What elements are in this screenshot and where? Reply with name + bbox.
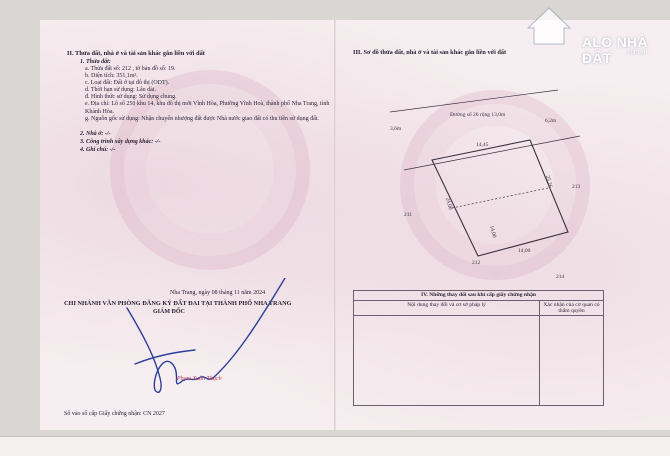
issuing-office: CHI NHÁNH VĂN PHÒNG ĐĂNG KÝ ĐẤT ĐAI TẠI THÀNH PHỐ NHA TRANG	[64, 300, 292, 307]
changes-title: IV. Những thay đổi sau khi cấp giấy chứng nhận	[354, 291, 604, 301]
signer-name: Phạm Xuân Thạch	[177, 376, 222, 382]
dim-right: 25,26	[544, 174, 554, 189]
construction-line: 3. Công trình xây dựng khác: -/-	[80, 139, 161, 145]
dim-bottom: 14,00	[518, 248, 531, 254]
road-offset-left: 3,6m	[390, 126, 402, 132]
house-icon	[524, 4, 574, 46]
area-line: b. Diện tích: 351,1m².	[85, 73, 138, 79]
certificate-sheet	[40, 20, 670, 430]
parcel-line: a. Thửa đất số: 212 , tờ bản đồ số: 19.	[85, 66, 176, 72]
certificate-number: Số vào sổ cấp Giấy chứng nhận: CN 2027	[64, 411, 165, 417]
usage-form-line: đ. Hình thức sử dụng: Sử dụng chung.	[85, 94, 177, 100]
neighbor-214: 214	[556, 274, 565, 280]
dim-mid: 14,00	[488, 224, 498, 239]
right-section-title: III. Sơ đồ thửa đất, nhà ở và tài sản khác gắn liền với đất	[353, 49, 507, 56]
column-confirm: Xác nhận của cơ quan có thẩm quyền	[540, 301, 604, 316]
land-heading: 1. Thửa đất:	[80, 59, 111, 65]
neighbor-211: 211	[404, 212, 413, 218]
road-offset-right: 6,2m	[545, 118, 557, 124]
watermark-brand: ALO NHÀ ĐẤT	[582, 34, 648, 66]
neighbor-213: 213	[572, 184, 581, 190]
house-line: 2. Nhà ở: -/-	[80, 131, 111, 137]
origin-line: g. Nguồn gốc sử dụng: Nhận chuyển nhượng đất được Nhà nước giao đất có thu tiền sử dụng đất.	[85, 116, 319, 122]
left-section-title: II. Thửa đất, nhà ở và tài sản khác gắn liền với đất	[67, 50, 205, 57]
parcel-212: 212	[472, 260, 481, 266]
changes-content-cell	[354, 316, 540, 406]
dim-left: 24,00	[444, 196, 454, 211]
page-fold	[334, 20, 336, 430]
changes-confirm-cell	[540, 316, 604, 406]
next-page-edge	[0, 436, 670, 456]
term-line: d. Thời hạn sử dụng: Lâu dài.	[85, 87, 156, 93]
road-label: Đường số 26 rộng 13,0m	[450, 112, 506, 118]
parcel-diagram	[380, 80, 620, 290]
watermark-domain: .com.vn	[626, 50, 648, 56]
column-content: Nội dung thay đổi và cơ sở pháp lý	[354, 301, 540, 316]
land-type-line: c. Loại đất: Đất ở tại đô thị (ODT).	[85, 80, 170, 86]
date-line: Nha Trang, ngày 08 tháng 11 năm 2024	[170, 290, 266, 296]
signer-role: GIÁM ĐỐC	[153, 309, 185, 315]
site-watermark-logo	[556, 0, 670, 66]
notes-line: 4. Ghi chú: -/-	[80, 147, 116, 153]
address-line: e. Địa chỉ: Lô số 250 khu 14, khu đô thị mới Vĩnh Hòa, Phường Vĩnh Hoà, thành phố Nha Trang, tỉnh Khánh Hòa.	[85, 101, 330, 115]
dim-top: 14,45	[476, 142, 489, 148]
changes-table	[353, 290, 604, 406]
director-signature	[115, 278, 305, 408]
